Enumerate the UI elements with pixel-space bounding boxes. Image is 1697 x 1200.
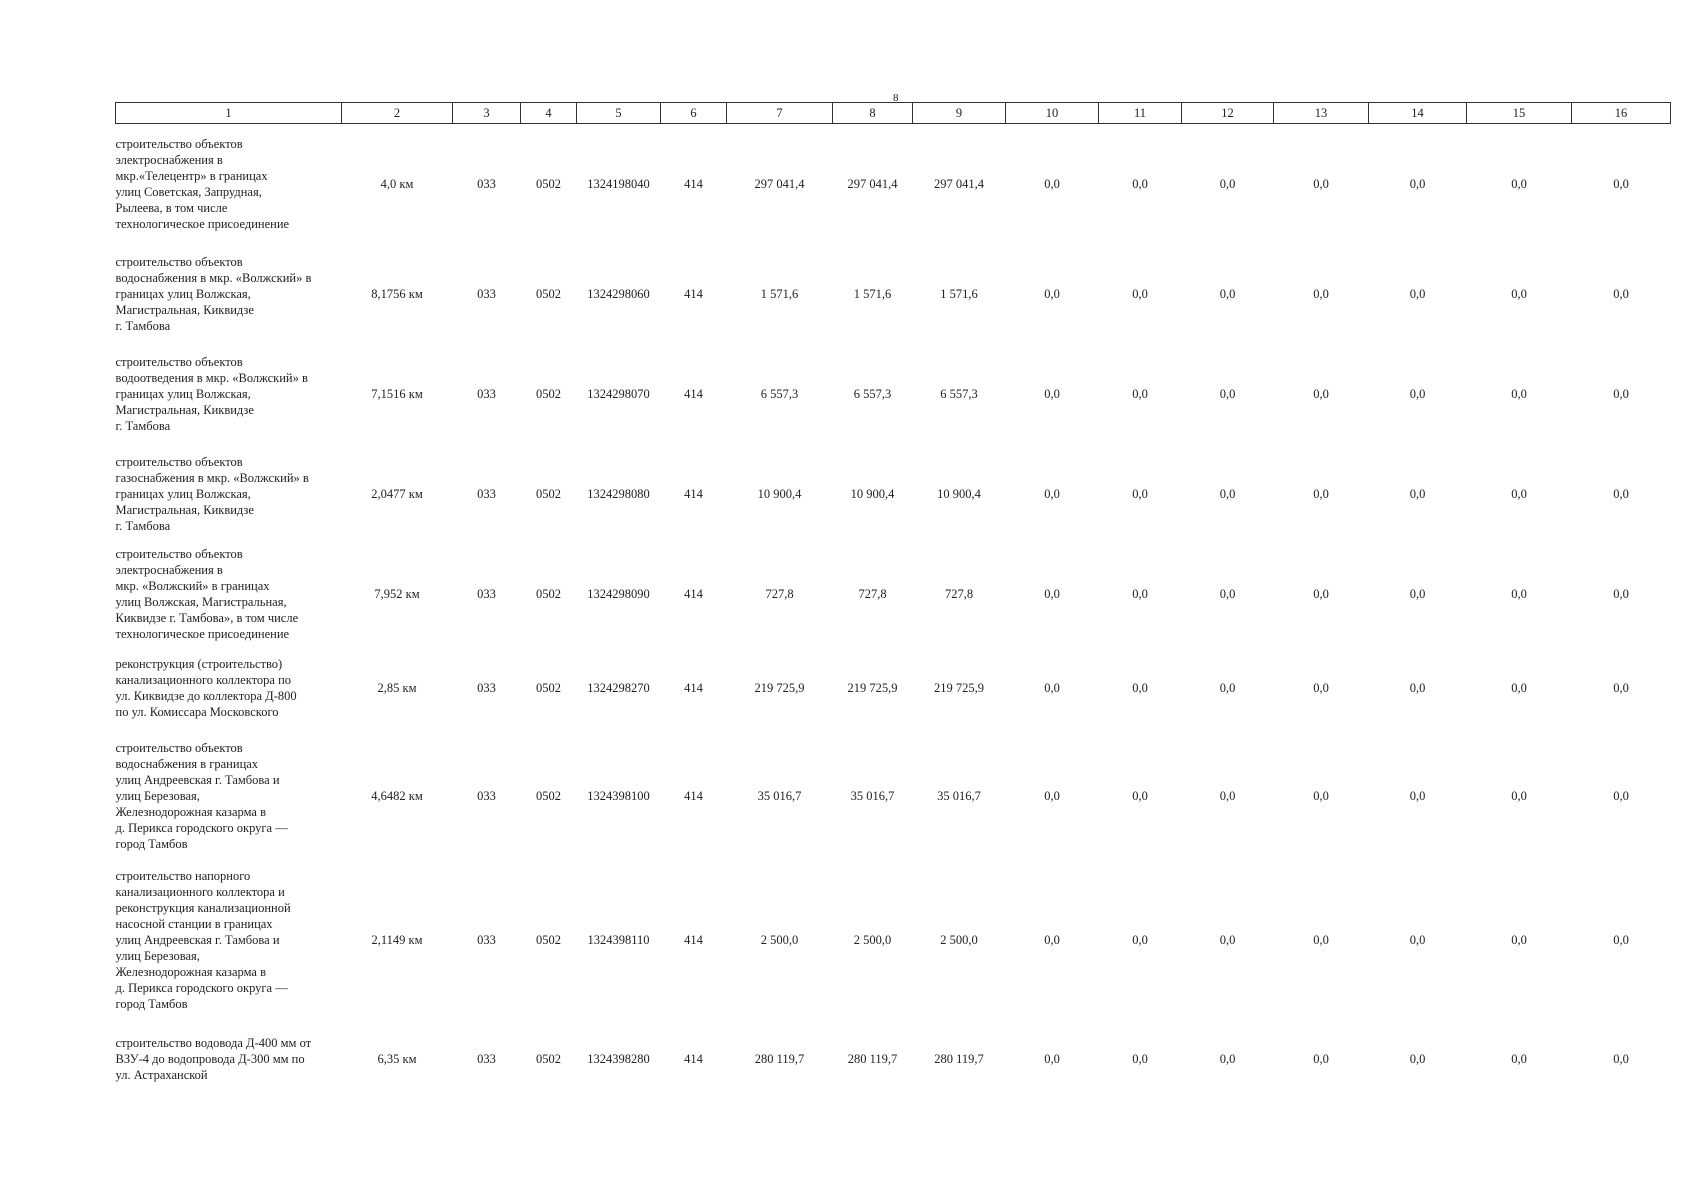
length-cell: 7,1516 км	[371, 387, 423, 401]
amount-cell: 0,0	[1613, 933, 1629, 947]
amount-total-cell: 219 725,9	[754, 681, 805, 695]
column-number: 11	[1099, 103, 1182, 124]
expense-type-cell: 414	[684, 587, 703, 601]
length-cell: 4,0 км	[380, 177, 414, 191]
amount-total-cell: 2 500,0	[760, 933, 799, 947]
length-cell: 2,0477 км	[371, 487, 423, 501]
amount-cell: 727,8	[858, 587, 887, 601]
amount-cell: 0,0	[1613, 681, 1629, 695]
amount-cell: 0,0	[1313, 387, 1329, 401]
object-name-cell: строительство объектов водоснабжения в мкр. «Волжский» в границах улиц Волжская, Магистральная, Киквидзе г. Тамбова	[115, 255, 312, 333]
amount-cell: 0,0	[1044, 177, 1060, 191]
code-cell: 033	[477, 587, 496, 601]
code-cell: 033	[477, 933, 496, 947]
amount-cell: 280 119,7	[934, 1052, 984, 1066]
table-body	[116, 124, 1671, 1099]
amount-cell: 0,0	[1409, 387, 1426, 401]
expense-type-cell: 414	[684, 487, 703, 501]
amount-cell: 0,0	[1044, 487, 1060, 501]
amount-cell: 0,0	[1409, 587, 1426, 601]
code-cell: 033	[477, 681, 496, 695]
amount-cell: 0,0	[1409, 177, 1426, 191]
amount-cell: 0,0	[1132, 587, 1148, 601]
amount-cell: 2 500,0	[853, 933, 892, 947]
section-cell: 0502	[536, 587, 561, 601]
column-number: 10	[1006, 103, 1099, 124]
amount-cell: 0,0	[1219, 587, 1236, 601]
amount-cell: 0,0	[1409, 1052, 1426, 1066]
section-cell: 0502	[536, 681, 561, 695]
section-cell: 0502	[536, 387, 561, 401]
expense-type-cell: 414	[684, 1052, 703, 1066]
amount-cell: 0,0	[1409, 681, 1426, 695]
amount-cell: 0,0	[1511, 587, 1527, 601]
length-cell: 2,85 км	[377, 681, 417, 695]
object-name-cell: строительство водовода Д-400 мм от ВЗУ-4 до водопровода Д-300 мм по ул. Астраханской	[115, 1036, 312, 1082]
amount-cell: 0,0	[1044, 681, 1060, 695]
amount-cell: 0,0	[1511, 487, 1527, 501]
amount-cell: 6 557,3	[940, 387, 978, 401]
amount-cell: 0,0	[1511, 387, 1527, 401]
amount-cell: 219 725,9	[847, 681, 898, 695]
column-number: 14	[1369, 103, 1467, 124]
amount-cell: 10 900,4	[937, 487, 981, 501]
amount-cell: 219 725,9	[934, 681, 984, 695]
amount-cell: 0,0	[1613, 789, 1629, 803]
amount-total-cell: 1 571,6	[760, 287, 799, 301]
amount-cell: 0,0	[1219, 387, 1236, 401]
amount-cell: 0,0	[1409, 933, 1426, 947]
column-number: 3	[453, 103, 521, 124]
amount-cell: 0,0	[1409, 287, 1426, 301]
amount-total-cell: 35 016,7	[757, 789, 802, 803]
amount-total-cell: 280 119,7	[754, 1052, 805, 1066]
target-article-cell: 1324298070	[587, 387, 650, 401]
section-cell: 0502	[536, 1052, 561, 1066]
code-cell: 033	[477, 177, 496, 191]
amount-cell: 0,0	[1219, 177, 1236, 191]
amount-cell: 1 571,6	[853, 287, 892, 301]
amount-cell: 0,0	[1219, 789, 1236, 803]
amount-cell: 0,0	[1219, 681, 1236, 695]
amount-total-cell: 6 557,3	[760, 387, 799, 401]
expense-type-cell: 414	[684, 287, 703, 301]
amount-cell: 0,0	[1511, 287, 1527, 301]
table-row	[116, 344, 1671, 444]
amount-cell: 0,0	[1132, 789, 1148, 803]
amount-cell: 0,0	[1044, 789, 1060, 803]
amount-cell: 0,0	[1613, 387, 1629, 401]
target-article-cell: 1324298090	[587, 587, 650, 601]
amount-cell: 0,0	[1613, 487, 1629, 501]
budget-table	[115, 102, 1671, 1098]
target-article-cell: 1324398280	[587, 1052, 650, 1066]
amount-cell: 6 557,3	[853, 387, 892, 401]
amount-cell: 0,0	[1313, 287, 1329, 301]
section-cell: 0502	[536, 177, 561, 191]
amount-cell: 10 900,4	[850, 487, 895, 501]
object-name-cell: строительство объектов водоснабжения в границах улиц Андреевская г. Тамбова и улиц Березовая, Железнодорожная казарма в д. Перикса городского округа — город Тамбов	[115, 741, 288, 851]
table-row	[116, 644, 1671, 732]
expense-type-cell: 414	[684, 789, 703, 803]
expense-type-cell: 414	[684, 387, 703, 401]
section-cell: 0502	[536, 789, 561, 803]
section-cell: 0502	[536, 487, 561, 501]
amount-cell: 0,0	[1132, 387, 1148, 401]
amount-cell: 0,0	[1219, 487, 1236, 501]
amount-cell: 0,0	[1511, 1052, 1527, 1066]
code-cell: 033	[477, 387, 496, 401]
table-row	[116, 244, 1671, 344]
amount-cell: 0,0	[1044, 387, 1060, 401]
column-number: 1	[116, 103, 342, 124]
length-cell: 6,35 км	[377, 1052, 417, 1066]
table-row	[116, 444, 1671, 544]
amount-cell: 0,0	[1132, 933, 1148, 947]
amount-cell: 35 016,7	[937, 789, 981, 803]
object-name-cell: строительство объектов электроснабжения в мкр.«Телецентр» в границах улиц Советская, Запрудная, Рылеева, в том числе технологическое присоединение	[115, 137, 290, 231]
table-row	[116, 124, 1671, 245]
amount-cell: 0,0	[1219, 1052, 1236, 1066]
amount-cell: 297 041,4	[847, 177, 898, 191]
column-number: 9	[913, 103, 1006, 124]
table-row	[116, 860, 1671, 1020]
amount-cell: 0,0	[1132, 1052, 1148, 1066]
column-number: 5	[577, 103, 661, 124]
section-cell: 0502	[536, 933, 561, 947]
amount-cell: 0,0	[1409, 487, 1426, 501]
expense-type-cell: 414	[684, 681, 703, 695]
code-cell: 033	[477, 487, 496, 501]
target-article-cell: 1324298270	[587, 681, 650, 695]
amount-cell: 0,0	[1313, 681, 1329, 695]
amount-cell: 0,0	[1313, 177, 1329, 191]
object-name-cell: строительство объектов водоотведения в мкр. «Волжский» в границах улиц Волжская, Магистральная, Киквидзе г. Тамбова	[115, 355, 308, 433]
table-row	[116, 1020, 1671, 1098]
column-number: 6	[661, 103, 727, 124]
column-number: 7	[727, 103, 833, 124]
object-name-cell: строительство объектов электроснабжения в мкр. «Волжский» в границах улиц Волжская, Магистральная, Киквидзе г. Тамбова», в том числе технологическое присоединение	[115, 547, 299, 641]
object-name-cell: строительство напорного канализационного коллектора и реконструкция канализационной насосной станции в границах улиц Андреевская г. Тамбова и улиц Березовая, Железнодорожная казарма в д. Перикса городского округа — город Тамбов	[115, 869, 291, 1011]
column-number: 12	[1182, 103, 1274, 124]
expense-type-cell: 414	[684, 177, 703, 191]
section-cell: 0502	[536, 287, 561, 301]
amount-cell: 0,0	[1313, 789, 1329, 803]
length-cell: 7,952 км	[374, 587, 420, 601]
table-header	[116, 103, 1671, 124]
code-cell: 033	[477, 287, 496, 301]
amount-cell: 0,0	[1613, 587, 1629, 601]
target-article-cell: 1324198040	[587, 177, 650, 191]
table-row	[116, 732, 1671, 860]
expense-type-cell: 414	[684, 933, 703, 947]
amount-cell: 280 119,7	[847, 1052, 898, 1066]
column-number: 13	[1274, 103, 1369, 124]
target-article-cell: 1324398110	[587, 933, 650, 947]
amount-cell: 0,0	[1409, 789, 1426, 803]
column-number: 16	[1572, 103, 1671, 124]
amount-cell: 0,0	[1511, 681, 1527, 695]
amount-cell: 297 041,4	[934, 177, 984, 191]
amount-cell: 1 571,6	[940, 287, 978, 301]
amount-cell: 0,0	[1132, 287, 1148, 301]
target-article-cell: 1324298080	[587, 487, 650, 501]
amount-cell: 0,0	[1613, 177, 1629, 191]
page-number: 8	[893, 92, 899, 104]
amount-cell: 0,0	[1511, 789, 1527, 803]
length-cell: 4,6482 км	[371, 789, 423, 803]
amount-cell: 0,0	[1613, 1052, 1629, 1066]
amount-cell: 0,0	[1313, 587, 1329, 601]
column-number-row	[116, 103, 1671, 124]
code-cell: 033	[477, 789, 496, 803]
amount-cell: 0,0	[1613, 287, 1629, 301]
length-cell: 2,1149 км	[371, 933, 423, 947]
table-row	[116, 544, 1671, 644]
amount-cell: 0,0	[1511, 933, 1527, 947]
amount-cell: 0,0	[1044, 1052, 1060, 1066]
amount-cell: 0,0	[1313, 487, 1329, 501]
amount-cell: 0,0	[1044, 287, 1060, 301]
column-number: 15	[1467, 103, 1572, 124]
target-article-cell: 1324298060	[587, 287, 650, 301]
amount-cell: 0,0	[1313, 1052, 1329, 1066]
object-name-cell: реконструкция (строительство) канализационного коллектора по ул. Киквидзе до коллектора Д-800 по ул. Комиссара Московского	[115, 657, 297, 719]
amount-cell: 0,0	[1313, 933, 1329, 947]
amount-total-cell: 10 900,4	[757, 487, 802, 501]
amount-cell: 0,0	[1044, 933, 1060, 947]
amount-cell: 0,0	[1132, 177, 1148, 191]
amount-total-cell: 727,8	[765, 587, 794, 601]
amount-cell: 727,8	[944, 587, 974, 601]
amount-cell: 0,0	[1511, 177, 1527, 191]
amount-cell: 35 016,7	[850, 789, 895, 803]
amount-cell: 0,0	[1044, 587, 1060, 601]
amount-cell: 0,0	[1219, 287, 1236, 301]
length-cell: 8,1756 км	[371, 287, 423, 301]
object-name-cell: строительство объектов газоснабжения в мкр. «Волжский» в границах улиц Волжская, Магистральная, Киквидзе г. Тамбова	[115, 455, 309, 533]
amount-cell: 2 500,0	[940, 933, 978, 947]
column-number: 4	[521, 103, 577, 124]
code-cell: 033	[477, 1052, 496, 1066]
amount-cell: 0,0	[1219, 933, 1236, 947]
amount-total-cell: 297 041,4	[754, 177, 805, 191]
amount-cell: 0,0	[1132, 487, 1148, 501]
column-number: 8	[833, 103, 913, 124]
column-number: 2	[342, 103, 453, 124]
target-article-cell: 1324398100	[587, 789, 650, 803]
amount-cell: 0,0	[1132, 681, 1148, 695]
